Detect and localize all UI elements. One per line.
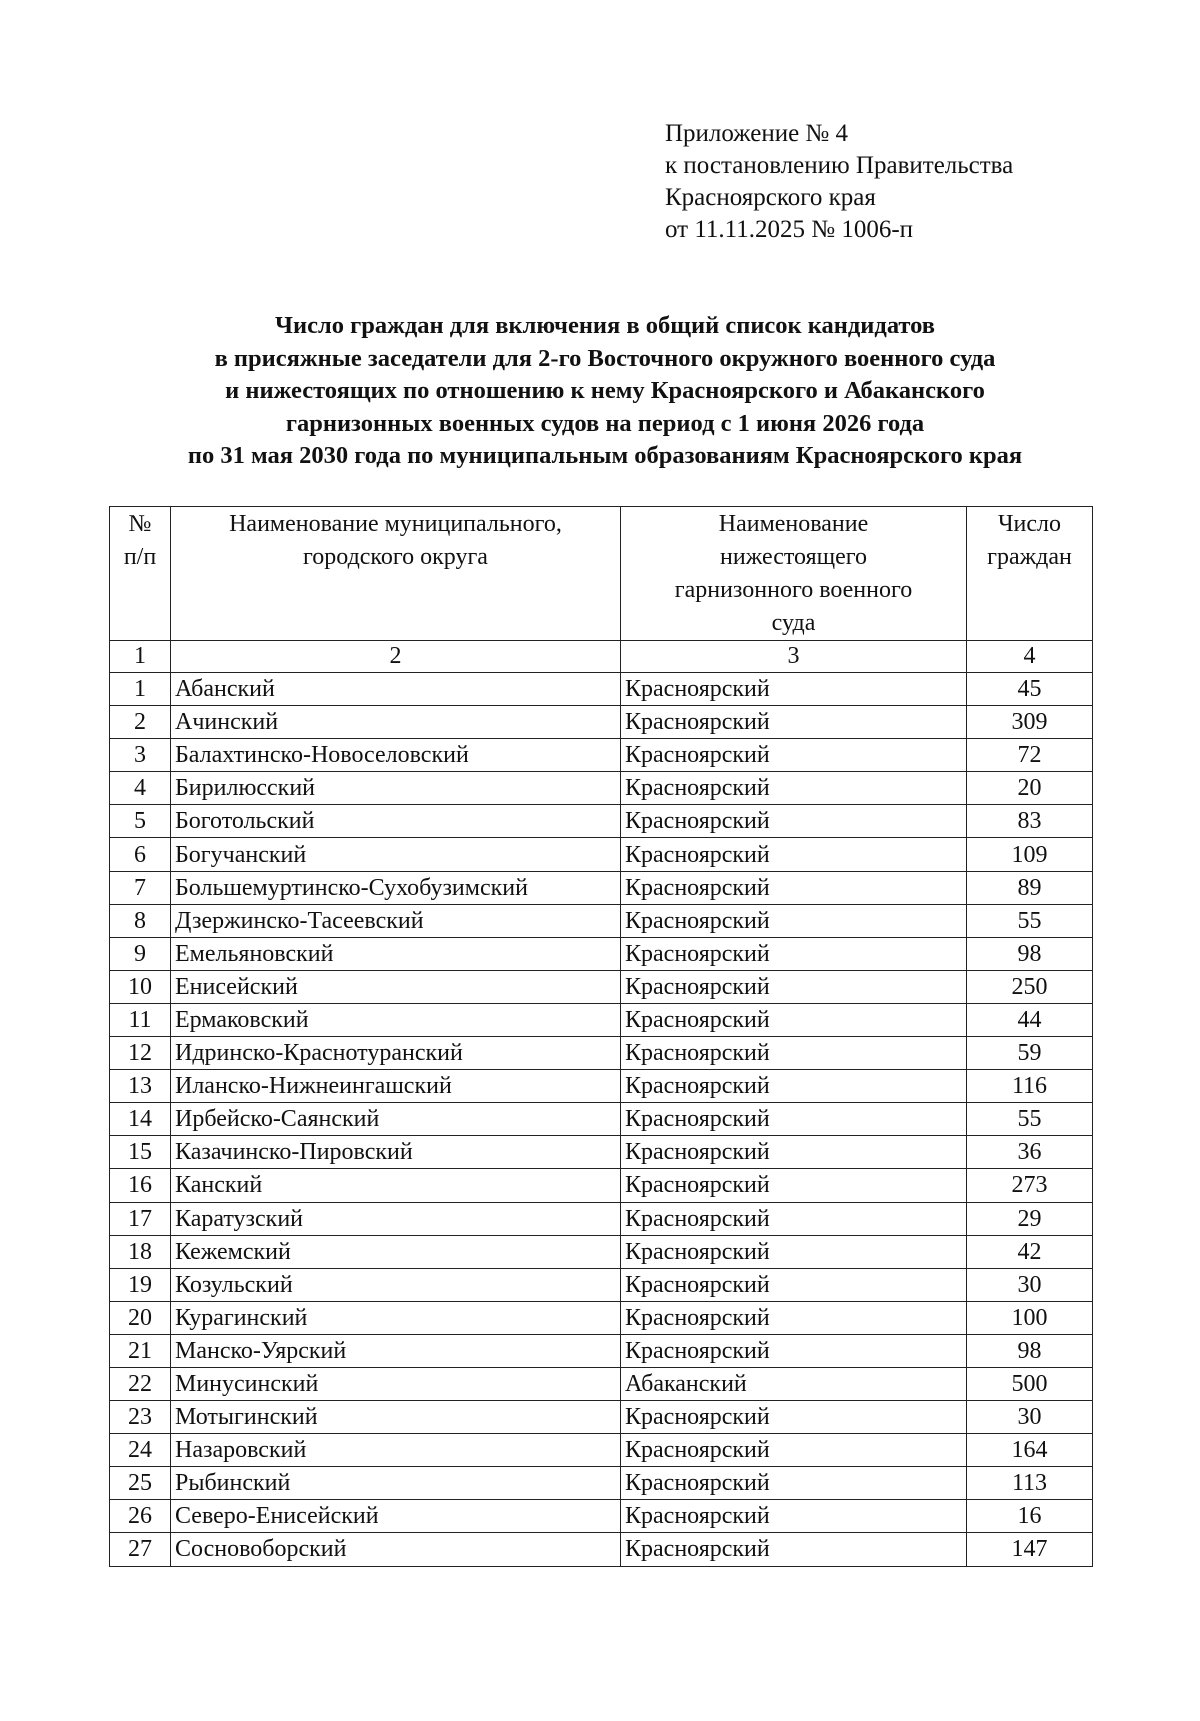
- municipality-name: Канский: [171, 1169, 621, 1202]
- citizen-count: 29: [967, 1202, 1093, 1235]
- municipality-name: Назаровский: [171, 1434, 621, 1467]
- citizen-count: 16: [967, 1500, 1093, 1533]
- table-row: [110, 1169, 1093, 1202]
- row-number: 5: [110, 805, 171, 838]
- row-number: 26: [110, 1500, 171, 1533]
- citizen-count: 147: [967, 1533, 1093, 1566]
- court-name: Красноярский: [621, 772, 967, 805]
- municipality-name: Большемуртинско-Сухобузимский: [171, 871, 621, 904]
- row-number: 20: [110, 1301, 171, 1334]
- court-name: Красноярский: [621, 1401, 967, 1434]
- municipality-name: Казачинско-Пировский: [171, 1136, 621, 1169]
- table-row: [110, 1136, 1093, 1169]
- row-number: 17: [110, 1202, 171, 1235]
- municipality-name: Бирилюсский: [171, 772, 621, 805]
- citizen-count: 250: [967, 970, 1093, 1003]
- municipality-name: Ермаковский: [171, 1003, 621, 1036]
- municipality-name: Ачинский: [171, 706, 621, 739]
- title-line: гарнизонных военных судов на период с 1 июня 2026 года: [285, 409, 925, 437]
- row-number: 15: [110, 1136, 171, 1169]
- citizen-count: 42: [967, 1235, 1093, 1268]
- column-number: 3: [621, 641, 967, 673]
- appendix-line: к постановлению Правительства: [665, 152, 1014, 179]
- row-number: 13: [110, 1070, 171, 1103]
- row-number: 21: [110, 1334, 171, 1367]
- header-municipality: Наименование муниципального, городского округа: [171, 507, 621, 641]
- table-row: [110, 805, 1093, 838]
- municipality-name: Курагинский: [171, 1301, 621, 1334]
- table-row: [110, 739, 1093, 772]
- row-number: 12: [110, 1037, 171, 1070]
- court-name: Красноярский: [621, 706, 967, 739]
- citizen-count: 309: [967, 706, 1093, 739]
- column-number: 1: [110, 641, 171, 673]
- municipality-name: Емельяновский: [171, 937, 621, 970]
- table-row: [110, 1202, 1093, 1235]
- court-name: Красноярский: [621, 1301, 967, 1334]
- appendix-line: от 11.11.2025 № 1006-п: [665, 216, 914, 243]
- table-row: [110, 1037, 1093, 1070]
- court-name: Красноярский: [621, 1533, 967, 1566]
- court-name: Красноярский: [621, 970, 967, 1003]
- header-num: № п/п: [110, 507, 171, 641]
- citizen-count: 55: [967, 904, 1093, 937]
- municipality-name: Мотыгинский: [171, 1401, 621, 1434]
- table-row: [110, 970, 1093, 1003]
- court-name: Красноярский: [621, 1003, 967, 1036]
- row-number: 9: [110, 937, 171, 970]
- court-name: Красноярский: [621, 1136, 967, 1169]
- court-name: Красноярский: [621, 838, 967, 871]
- table-row: [110, 1268, 1093, 1301]
- row-number: 25: [110, 1467, 171, 1500]
- row-number: 1: [110, 673, 171, 706]
- municipality-name: Северо-Енисейский: [171, 1500, 621, 1533]
- citizen-count: 55: [967, 1103, 1093, 1136]
- court-name: Красноярский: [621, 1467, 967, 1500]
- title-line: и нижестоящих по отношению к нему Красноярского и Абаканского: [225, 377, 985, 404]
- municipality-name: Рыбинский: [171, 1467, 621, 1500]
- municipality-name: Кежемский: [171, 1235, 621, 1268]
- table-row: [110, 1533, 1093, 1566]
- municipality-name: Сосновоборский: [171, 1533, 621, 1566]
- table-row: [110, 706, 1093, 739]
- citizen-count: 44: [967, 1003, 1093, 1036]
- court-name: Красноярский: [621, 1434, 967, 1467]
- citizen-count: 113: [967, 1467, 1093, 1500]
- row-number: 14: [110, 1103, 171, 1136]
- municipality-name: Ирбейско-Саянский: [171, 1103, 621, 1136]
- court-name: Красноярский: [621, 673, 967, 706]
- row-number: 27: [110, 1533, 171, 1566]
- table-row: [110, 904, 1093, 937]
- row-number: 16: [110, 1169, 171, 1202]
- table-row: [110, 1301, 1093, 1334]
- column-number: 2: [171, 641, 621, 673]
- court-name: Красноярский: [621, 904, 967, 937]
- citizen-count: 83: [967, 805, 1093, 838]
- appendix-line: Приложение № 4: [665, 120, 849, 147]
- court-name: Красноярский: [621, 1500, 967, 1533]
- citizen-count: 98: [967, 937, 1093, 970]
- appendix-block: [665, 118, 1013, 246]
- table-row: [110, 1003, 1093, 1036]
- municipality-name: Идринско-Краснотуранский: [171, 1037, 621, 1070]
- column-number: 4: [967, 641, 1093, 673]
- citizen-count: 72: [967, 739, 1093, 772]
- court-name: Красноярский: [621, 739, 967, 772]
- table-body: [110, 673, 1093, 1567]
- table-row: [110, 1401, 1093, 1434]
- court-name: Красноярский: [621, 1037, 967, 1070]
- row-number: 8: [110, 904, 171, 937]
- table-row: [110, 838, 1093, 871]
- citizen-count: 100: [967, 1301, 1093, 1334]
- table-row: [110, 1367, 1093, 1400]
- header-court: Наименование нижестоящего гарнизонного военного суда: [621, 507, 967, 641]
- table-row: [110, 673, 1093, 706]
- table-row: [110, 772, 1093, 805]
- citizen-count: 116: [967, 1070, 1093, 1103]
- municipality-name: Козульский: [171, 1268, 621, 1301]
- table-row: [110, 1070, 1093, 1103]
- municipality-name: Дзержинско-Тасеевский: [171, 904, 621, 937]
- citizen-count: 45: [967, 673, 1093, 706]
- court-name: Красноярский: [621, 1070, 967, 1103]
- citizen-count: 59: [967, 1037, 1093, 1070]
- title-line: Число граждан для включения в общий список кандидатов: [274, 312, 936, 339]
- citizen-count: 36: [967, 1136, 1093, 1169]
- table-row: [110, 1434, 1093, 1467]
- column-number-row: [110, 641, 1093, 673]
- citizen-count: 164: [967, 1434, 1093, 1467]
- table-row: [110, 1467, 1093, 1500]
- row-number: 11: [110, 1003, 171, 1036]
- table-row: [110, 871, 1093, 904]
- court-name: Красноярский: [621, 1334, 967, 1367]
- row-number: 19: [110, 1268, 171, 1301]
- citizen-count: 89: [967, 871, 1093, 904]
- citizen-count: 30: [967, 1401, 1093, 1434]
- court-name: Красноярский: [621, 1103, 967, 1136]
- row-number: 18: [110, 1235, 171, 1268]
- table-header-row: [110, 507, 1093, 641]
- municipality-name: Манско-Уярский: [171, 1334, 621, 1367]
- court-name: Красноярский: [621, 1235, 967, 1268]
- row-number: 6: [110, 838, 171, 871]
- row-number: 22: [110, 1367, 171, 1400]
- title-line: в присяжные заседатели для 2-го Восточного окружного военного суда: [214, 344, 996, 372]
- municipality-name: Минусинский: [171, 1367, 621, 1400]
- municipality-name: Балахтинско-Новоселовский: [171, 739, 621, 772]
- document-title: [0, 310, 1200, 473]
- citizen-count: 273: [967, 1169, 1093, 1202]
- row-number: 24: [110, 1434, 171, 1467]
- title-line: по 31 мая 2030 года по муниципальным образованиям Красноярского края: [187, 442, 1023, 469]
- court-name: Красноярский: [621, 1202, 967, 1235]
- court-name: Красноярский: [621, 805, 967, 838]
- citizen-count: 30: [967, 1268, 1093, 1301]
- row-number: 10: [110, 970, 171, 1003]
- citizens-table: [109, 506, 1093, 1567]
- court-name: Абаканский: [621, 1367, 967, 1400]
- municipality-name: Боготольский: [171, 805, 621, 838]
- table-row: [110, 1103, 1093, 1136]
- municipality-name: Каратузский: [171, 1202, 621, 1235]
- row-number: 7: [110, 871, 171, 904]
- row-number: 4: [110, 772, 171, 805]
- row-number: 2: [110, 706, 171, 739]
- court-name: Красноярский: [621, 1268, 967, 1301]
- citizen-count: 109: [967, 838, 1093, 871]
- court-name: Красноярский: [621, 1169, 967, 1202]
- citizen-count: 500: [967, 1367, 1093, 1400]
- municipality-name: Иланско-Нижнеингашский: [171, 1070, 621, 1103]
- citizen-count: 20: [967, 772, 1093, 805]
- header-count: Число граждан: [967, 507, 1093, 641]
- row-number: 23: [110, 1401, 171, 1434]
- court-name: Красноярский: [621, 937, 967, 970]
- municipality-name: Богучанский: [171, 838, 621, 871]
- municipality-name: Енисейский: [171, 970, 621, 1003]
- appendix-line: Красноярского края: [665, 184, 876, 211]
- citizen-count: 98: [967, 1334, 1093, 1367]
- table-row: [110, 937, 1093, 970]
- court-name: Красноярский: [621, 871, 967, 904]
- table-row: [110, 1334, 1093, 1367]
- municipality-name: Абанский: [171, 673, 621, 706]
- row-number: 3: [110, 739, 171, 772]
- table-row: [110, 1500, 1093, 1533]
- table-row: [110, 1235, 1093, 1268]
